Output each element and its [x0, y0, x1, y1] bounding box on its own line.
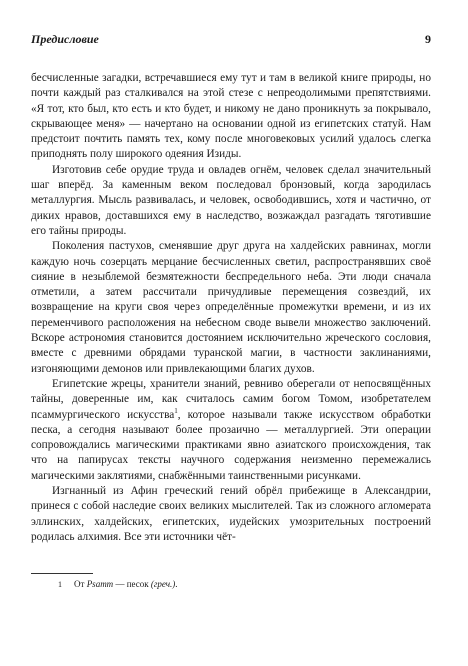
footnote-text-middle: — песок — [113, 579, 151, 589]
footnote — [58, 578, 178, 591]
page-number: 9 — [425, 32, 431, 46]
paragraph-2: Изготовив себе орудие труда и овладев огнём, человек сделал значительный шаг вперёд. За каменным веком последовал бронзовый, когда зародилась металлургия. Мысль развивалась, и человек, освободившись, хотя и частично, от диких нравов, доставшихся ему в наследство, возжаждал разгадать тяготившие его тайны природы. — [31, 163, 431, 237]
paragraph-4-text-b: , которое называли также искусством обработки песка, а сегодня называют более прозаично — металлургией. Эти операции сопровождались магическими практиками явно азиатского происхождения, так что на папирусах тексты научного содержания неизменно перемежались магическими заклятиями, снабжёнными таинственными рисунками. — [31, 408, 431, 482]
paragraph-4 — [31, 377, 431, 484]
footnote-language: (греч.) — [150, 579, 176, 589]
footnote-term: Psamm — [86, 579, 114, 589]
footnote-reference[interactable]: 1 — [174, 406, 178, 415]
running-title: Предисловие — [31, 32, 99, 46]
paragraph-5: Изгнанный из Афин греческий гений обрёл прибежище в Александрии, принеся с собой наследие своих великих мыслителей. Так из сложного агломерата эллинских, халдейских, египетских, иудейских умозрительных построений родилась алхимия. Все эти источники чёт- — [31, 485, 431, 543]
footnote-text-suffix: . — [175, 579, 178, 589]
paragraph-4-text-a: Египетские жрецы, хранители знаний, ревниво оберегали от непосвящённых тайны, доверенные им, как считалось самим богом Томом, изобретателем псаммургического искусства — [31, 377, 431, 421]
footnote-divider — [31, 573, 93, 574]
running-header — [31, 32, 431, 48]
footnote-number: 1 — [58, 580, 62, 589]
paragraph-3: Поколения пастухов, сменявшие друг друга на халдейских равнинах, могли каждую ночь созерцать мерцание бесчисленных светил, распространявших своё сияние в незыблемой безмятежности беспредельного неба. Эти люди сначала отметили, а затем рассчитали причудливые перемещения созвездий, их возвращение на круги своя через определённые промежутки времени, и из их переменчивого расположения на небесном своде вывели множество заключений. Вскоре астрономия становится достоянием исключительно жреческого сословия, вместе с древними обрядами туранской магии, в частности заклинаниями, изгоняющими демонов или привлекающими благих духов. — [31, 240, 431, 375]
body-text — [31, 71, 431, 545]
footnote-text-prefix: От — [74, 579, 87, 589]
paragraph-1: бесчисленные загадки, встречавшиеся ему тут и там в великой книге природы, но почти каждый раз сталкивался на этой стезе с непреодолимыми препятствиями. «Я тот, кто был, кто есть и кто будет, и никому не дано проникнуть за покрывало, скрывающее меня» — начертано на основании одной из египетских статуй. Нам предстоит почтить память тех, кому после многовековых усилий удалось слегка приподнять полу широкого одеяния Изиды. — [31, 72, 431, 161]
